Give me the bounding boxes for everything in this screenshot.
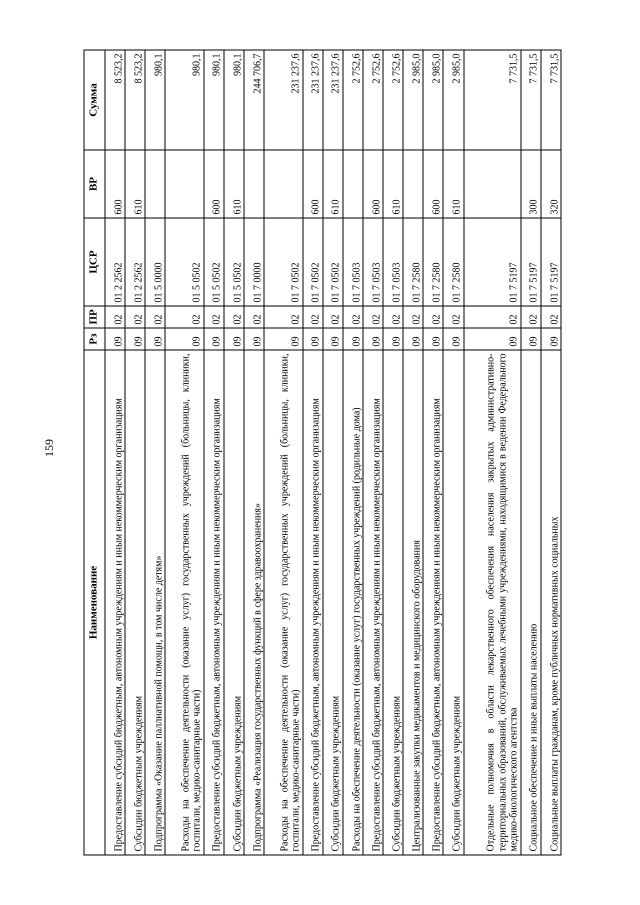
cell-pr: 02 bbox=[145, 306, 165, 328]
cell-pr: 02 bbox=[203, 306, 223, 328]
cell-csr: 01 7 0502 bbox=[322, 218, 342, 306]
table-row bbox=[463, 50, 520, 855]
header-rz: Рз bbox=[84, 328, 105, 350]
cell-name: Субсидии бюджетным учреждениям bbox=[383, 350, 403, 855]
cell-pr: 02 bbox=[105, 306, 125, 328]
cell-name: Предоставление субсидий бюджетным, автономным учреждениям и иным некоммерческим организациям bbox=[302, 350, 322, 855]
cell-name: Предоставление субсидий бюджетным, автономным учреждениям и иным некоммерческим организациям bbox=[423, 350, 443, 855]
table-row bbox=[423, 50, 443, 855]
table-row bbox=[203, 50, 223, 855]
cell-rz: 09 bbox=[264, 328, 303, 350]
table-row bbox=[443, 50, 463, 855]
cell-csr: 01 7 0503 bbox=[342, 218, 362, 306]
table-row bbox=[264, 50, 303, 855]
cell-csr: 01 7 2580 bbox=[403, 218, 423, 306]
cell-csr: 01 5 0502 bbox=[165, 218, 204, 306]
cell-vr: 320 bbox=[540, 150, 560, 218]
header-csr: ЦСР bbox=[84, 218, 105, 306]
table-row bbox=[165, 50, 204, 855]
cell-rz: 09 bbox=[423, 328, 443, 350]
page-number: 159 bbox=[42, 439, 56, 457]
cell-rz: 09 bbox=[342, 328, 362, 350]
table-row bbox=[223, 50, 243, 855]
cell-rz: 09 bbox=[403, 328, 423, 350]
cell-vr bbox=[264, 150, 303, 218]
cell-csr: 01 7 0502 bbox=[264, 218, 303, 306]
cell-sum: 2 985,0 bbox=[423, 50, 443, 150]
cell-rz: 09 bbox=[244, 328, 264, 350]
cell-sum: 7 731,5 bbox=[520, 50, 540, 150]
cell-rz: 09 bbox=[520, 328, 540, 350]
cell-vr: 600 bbox=[105, 150, 125, 218]
cell-csr: 01 7 5197 bbox=[520, 218, 540, 306]
cell-pr: 02 bbox=[223, 306, 243, 328]
cell-vr: 610 bbox=[383, 150, 403, 218]
table-row bbox=[403, 50, 423, 855]
cell-csr: 01 7 0503 bbox=[363, 218, 383, 306]
cell-rz: 09 bbox=[203, 328, 223, 350]
cell-sum: 980,1 bbox=[223, 50, 243, 150]
table-row bbox=[125, 50, 145, 855]
cell-pr: 02 bbox=[165, 306, 204, 328]
table-row bbox=[383, 50, 403, 855]
cell-vr: 600 bbox=[423, 150, 443, 218]
cell-pr: 02 bbox=[540, 306, 560, 328]
cell-vr bbox=[244, 150, 264, 218]
table-row bbox=[363, 50, 383, 855]
cell-sum: 231 237,6 bbox=[302, 50, 322, 150]
cell-vr: 600 bbox=[363, 150, 383, 218]
cell-name: Расходы на обеспечение деятельности (оказание услуг) государственных учреждений (больницы, клиники, госпитали, медико-санитарные части) bbox=[165, 350, 204, 855]
rotated-table-frame bbox=[83, 50, 561, 855]
cell-rz: 09 bbox=[363, 328, 383, 350]
cell-pr: 02 bbox=[363, 306, 383, 328]
cell-pr: 02 bbox=[125, 306, 145, 328]
table-row bbox=[322, 50, 342, 855]
cell-name: Централизованные закупки медикаментов и медицинского оборудования bbox=[403, 350, 423, 855]
cell-vr bbox=[403, 150, 423, 218]
cell-name: Расходы на обеспечение деятельности (оказание услуг) государственных учреждений (родильные дома) bbox=[342, 350, 362, 855]
cell-csr: 01 5 0000 bbox=[145, 218, 165, 306]
cell-rz: 09 bbox=[443, 328, 463, 350]
table-body bbox=[105, 50, 561, 855]
cell-rz: 09 bbox=[302, 328, 322, 350]
cell-sum: 231 237,6 bbox=[322, 50, 342, 150]
table-row bbox=[520, 50, 540, 855]
cell-vr: 610 bbox=[443, 150, 463, 218]
table-row bbox=[302, 50, 322, 855]
cell-name: Подпрограмма «Оказание паллиативной помощи, в том числе детям» bbox=[145, 350, 165, 855]
cell-sum: 980,1 bbox=[145, 50, 165, 150]
cell-csr: 01 2 2562 bbox=[125, 218, 145, 306]
cell-rz: 09 bbox=[223, 328, 243, 350]
budget-table-container bbox=[83, 50, 561, 855]
cell-pr: 02 bbox=[403, 306, 423, 328]
cell-pr: 02 bbox=[322, 306, 342, 328]
table-header-row bbox=[84, 50, 105, 855]
cell-sum: 2 752,6 bbox=[363, 50, 383, 150]
cell-csr: 01 7 2580 bbox=[423, 218, 443, 306]
cell-sum: 980,1 bbox=[165, 50, 204, 150]
cell-pr: 02 bbox=[383, 306, 403, 328]
header-vr: ВР bbox=[84, 150, 105, 218]
cell-vr: 610 bbox=[223, 150, 243, 218]
cell-name: Субсидии бюджетным учреждениям bbox=[443, 350, 463, 855]
cell-csr: 01 5 0502 bbox=[223, 218, 243, 306]
cell-rz: 09 bbox=[145, 328, 165, 350]
cell-name: Субсидии бюджетным учреждениям bbox=[125, 350, 145, 855]
cell-name: Расходы на обеспечение деятельности (оказание услуг) государственных учреждений (больницы, клиники, госпитали, медико-санитарные части) bbox=[264, 350, 303, 855]
cell-pr: 02 bbox=[244, 306, 264, 328]
cell-sum: 244 706,7 bbox=[244, 50, 264, 150]
budget-table bbox=[83, 49, 561, 855]
cell-rz: 09 bbox=[105, 328, 125, 350]
cell-pr: 02 bbox=[264, 306, 303, 328]
cell-pr: 02 bbox=[463, 306, 520, 328]
cell-sum: 980,1 bbox=[203, 50, 223, 150]
cell-pr: 02 bbox=[443, 306, 463, 328]
cell-sum: 7 731,5 bbox=[463, 50, 520, 150]
cell-name: Субсидии бюджетным учреждениям bbox=[223, 350, 243, 855]
cell-csr: 01 7 0000 bbox=[244, 218, 264, 306]
cell-vr: 300 bbox=[520, 150, 540, 218]
cell-name: Предоставление субсидий бюджетным, автономным учреждениям и иным некоммерческим организациям bbox=[363, 350, 383, 855]
cell-csr: 01 2 2562 bbox=[105, 218, 125, 306]
cell-sum: 8 523,2 bbox=[105, 50, 125, 150]
cell-rz: 09 bbox=[165, 328, 204, 350]
cell-sum: 8 523,2 bbox=[125, 50, 145, 150]
cell-vr: 600 bbox=[302, 150, 322, 218]
cell-name: Социальное обеспечение и иные выплаты населению bbox=[520, 350, 540, 855]
cell-rz: 09 bbox=[540, 328, 560, 350]
header-name: Наименование bbox=[84, 350, 105, 855]
table-row bbox=[244, 50, 264, 855]
cell-name: Социальные выплаты гражданам, кроме публичных нормативных социальных bbox=[540, 350, 560, 855]
cell-rz: 09 bbox=[463, 328, 520, 350]
cell-sum: 2 752,6 bbox=[342, 50, 362, 150]
table-row bbox=[342, 50, 362, 855]
cell-pr: 02 bbox=[342, 306, 362, 328]
table-row bbox=[540, 50, 560, 855]
cell-vr: 610 bbox=[125, 150, 145, 218]
cell-sum: 231 237,6 bbox=[264, 50, 303, 150]
cell-vr bbox=[463, 150, 520, 218]
cell-vr: 610 bbox=[322, 150, 342, 218]
cell-name: Предоставление субсидий бюджетным, автономным учреждениям и иным некоммерческим организациям bbox=[105, 350, 125, 855]
cell-rz: 09 bbox=[383, 328, 403, 350]
header-pr: ПР bbox=[84, 306, 105, 328]
header-sum: Сумма bbox=[84, 50, 105, 150]
cell-name: Подпрограмма «Реализация государственных функций в сфере здравоохранения» bbox=[244, 350, 264, 855]
table-row bbox=[105, 50, 125, 855]
cell-sum: 2 985,0 bbox=[403, 50, 423, 150]
cell-csr: 01 7 2580 bbox=[443, 218, 463, 306]
cell-csr: 01 7 0503 bbox=[383, 218, 403, 306]
cell-csr: 01 5 0502 bbox=[203, 218, 223, 306]
cell-csr: 01 7 5197 bbox=[540, 218, 560, 306]
table-row bbox=[145, 50, 165, 855]
cell-name: Предоставление субсидий бюджетным, автономным учреждениям и иным некоммерческим организациям bbox=[203, 350, 223, 855]
cell-rz: 09 bbox=[322, 328, 342, 350]
cell-csr: 01 7 0502 bbox=[302, 218, 322, 306]
cell-vr bbox=[342, 150, 362, 218]
cell-sum: 2 752,6 bbox=[383, 50, 403, 150]
cell-vr: 600 bbox=[203, 150, 223, 218]
cell-vr bbox=[145, 150, 165, 218]
cell-rz: 09 bbox=[125, 328, 145, 350]
cell-csr: 01 7 5197 bbox=[463, 218, 520, 306]
cell-pr: 02 bbox=[423, 306, 443, 328]
cell-pr: 02 bbox=[520, 306, 540, 328]
cell-vr bbox=[165, 150, 204, 218]
cell-sum: 2 985,0 bbox=[443, 50, 463, 150]
cell-pr: 02 bbox=[302, 306, 322, 328]
cell-name: Субсидии бюджетным учреждениям bbox=[322, 350, 342, 855]
cell-sum: 7 731,5 bbox=[540, 50, 560, 150]
cell-name: Отдельные полномочия в области лекарственного обеспечения населения закрытых административно-территориальных образований, обслуживаемых лечебными учреждениями, находящимися в ведении Федерального медико-биологического агентства bbox=[463, 350, 520, 855]
